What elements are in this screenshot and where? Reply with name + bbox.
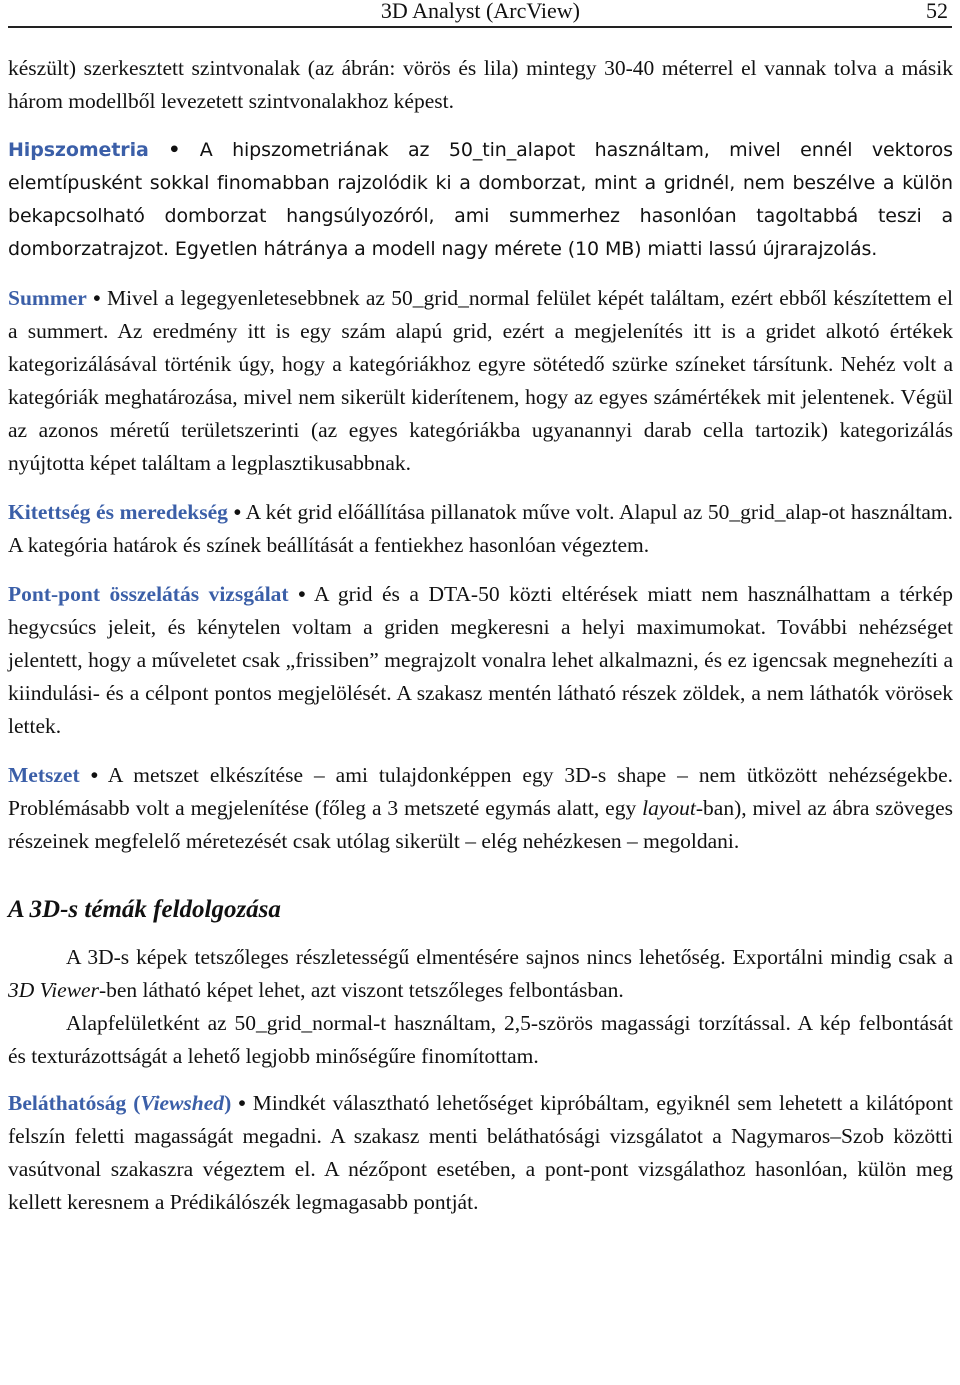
keyword-pont-pont: Pont-pont összelátás vizsgálat (8, 582, 289, 606)
header-title: 3D Analyst (ArcView) (380, 0, 580, 23)
keyword-summer: Summer (8, 286, 87, 310)
alapfelulet-text: Alapfelületként az 50_grid_normal-t használtam, 2,5-szörös magassági torzítással. A kép felbontását és texturázottságát a lehető legjobb minőségűre finomítottam. (8, 1011, 953, 1068)
paragraph-metszet (8, 759, 953, 858)
paragraph-kitettseg (8, 496, 953, 562)
keyword-hipszometria: Hipszometria (8, 139, 149, 161)
export-text-1: A 3D-s képek tetszőleges részletességű elmentésére sajnos nincs lehetőség. Exportálni mindig csak a (66, 945, 953, 969)
keyword-kitettseg: Kitettség és meredekség (8, 500, 228, 524)
paragraph-summer (8, 282, 953, 480)
belathatosag-text: Mindkét választható lehetőséget kipróbáltam, egyiknél sem lehetett a kilátópont felszín feletti magasságát megadni. A szakasz menti beláthatósági vizsgálatot a Nagymaros–Szob közötti vasútvonal szakaszra végeztem el. A nézőpont esetében, a pont-pont vizsgálathoz hasonlóan, külön meg kellett keresnem a Prédikálószék legmagasabb pontját. (8, 1091, 954, 1214)
paragraph-intro (8, 52, 953, 118)
keyword-belathatosag (8, 1091, 231, 1115)
paragraph-hipszometria (8, 134, 953, 266)
metszet-italic: layout (642, 796, 696, 820)
metszet-text-2: -ban), mivel az ábra szöveges részeinek megfelelő méretezését csak utólag sikerült – elég nehézkesen – megoldani. (8, 796, 953, 853)
page-header (8, 0, 952, 28)
spacer (8, 1073, 953, 1087)
belathatosag-kw-1: Beláthatóság ( (8, 1091, 141, 1115)
keyword-metszet: Metszet (8, 763, 80, 787)
bullet-icon: • (90, 763, 99, 787)
page-content (8, 52, 953, 1235)
hipszometria-text: A hipszometriának az 50_tin_alapot használtam, mivel ennél vektoros elemtípusként sokkal finomabban rajzolódik ki a domborzat, mint a gridnél, nem beszélve a külön bekapcsolható domborzat hangsúlyozóról, ami summerhez hasonlóan tagoltabbá teszi a domborzatrajzot. Egyetlen hátránya a modell nagy mérete (10 MB) miatti lassú újrarajzolás. (8, 139, 953, 260)
summer-text: Mivel a legegyenletesebbnek az 50_grid_normal felület képét találtam, ezért ebből készítettem el a summert. Az eredmény itt is egy szám alapú grid, ezért a megjelenítés itt is a gridet alkotó értékek kategorizálásával történik úgy, hogy a kategóriákhoz egyre sötétedő szürke színeket társítunk. Nehéz volt a kategóriák meghatározása, mivel nem sikerült kiderítenem, hogy az egyes számértékek mit jelentenek. Végül az azonos méretű területszerinti (az egyes kategóriákba ugyanannyi darab cella tartozik) kategorizálás nyújtotta képet találtam a legplasztikusabbnak. (8, 286, 954, 475)
section-heading: A 3D-s témák feldolgozása (8, 896, 281, 923)
bullet-icon: • (93, 286, 101, 310)
pont-pont-text: A grid és a DTA-50 közti eltérések miatt nem használhattam a térkép hegycsúcs jeleit, és kénytelen voltam a griden megkeresni a helyi maximumokat. További nehézséget jelentett, hogy a műveletet csak „frissiben” megrajzolt vonalra lehet alkalmazni, és ez igencsak megnehezíti a kiindulási- és a célpont pontos megjelölését. A szakasz mentén látható részek zöldek, a nem láthatók vörösek lettek. (8, 582, 953, 738)
metszet-text-1: A metszet elkészítése – ami tulajdonképpen egy 3D-s shape – nem ütközött nehézségekbe. Problémásabb volt a megjelenítése (főleg a 3 metszeté egymás alatt, egy (8, 763, 954, 820)
bullet-icon: • (298, 582, 306, 606)
paragraph-alapfelulet (8, 1007, 953, 1073)
kitettseg-text: A két grid előállítása pillanatok műve volt. Alapul az 50_grid_alap-ot használtam. A kategória határok és színek beállítását a fentiekhez hasonlóan végeztem. (8, 500, 953, 557)
belathatosag-kw-italic: Viewshed (140, 1091, 225, 1115)
intro-text: készült) szerkesztett szintvonalak (az ábrán: vörös és lila) mintegy 30-40 méterrel el vannak tolva a másik három modellből levezetett szintvonalakhoz képest. (8, 56, 953, 113)
paragraph-pont-pont (8, 578, 953, 743)
page-number: 52 (926, 0, 948, 23)
belathatosag-kw-2: ) (224, 1091, 232, 1115)
bullet-icon: • (238, 1091, 246, 1115)
export-text-2: -ben látható képet lehet, azt viszont tetszőleges felbontásban. (98, 978, 624, 1002)
bullet-icon: • (233, 500, 242, 524)
export-italic: 3D Viewer (8, 978, 99, 1002)
bullet-icon: • (168, 139, 181, 161)
paragraph-export (8, 941, 953, 1007)
paragraph-belathatosag (8, 1087, 953, 1219)
